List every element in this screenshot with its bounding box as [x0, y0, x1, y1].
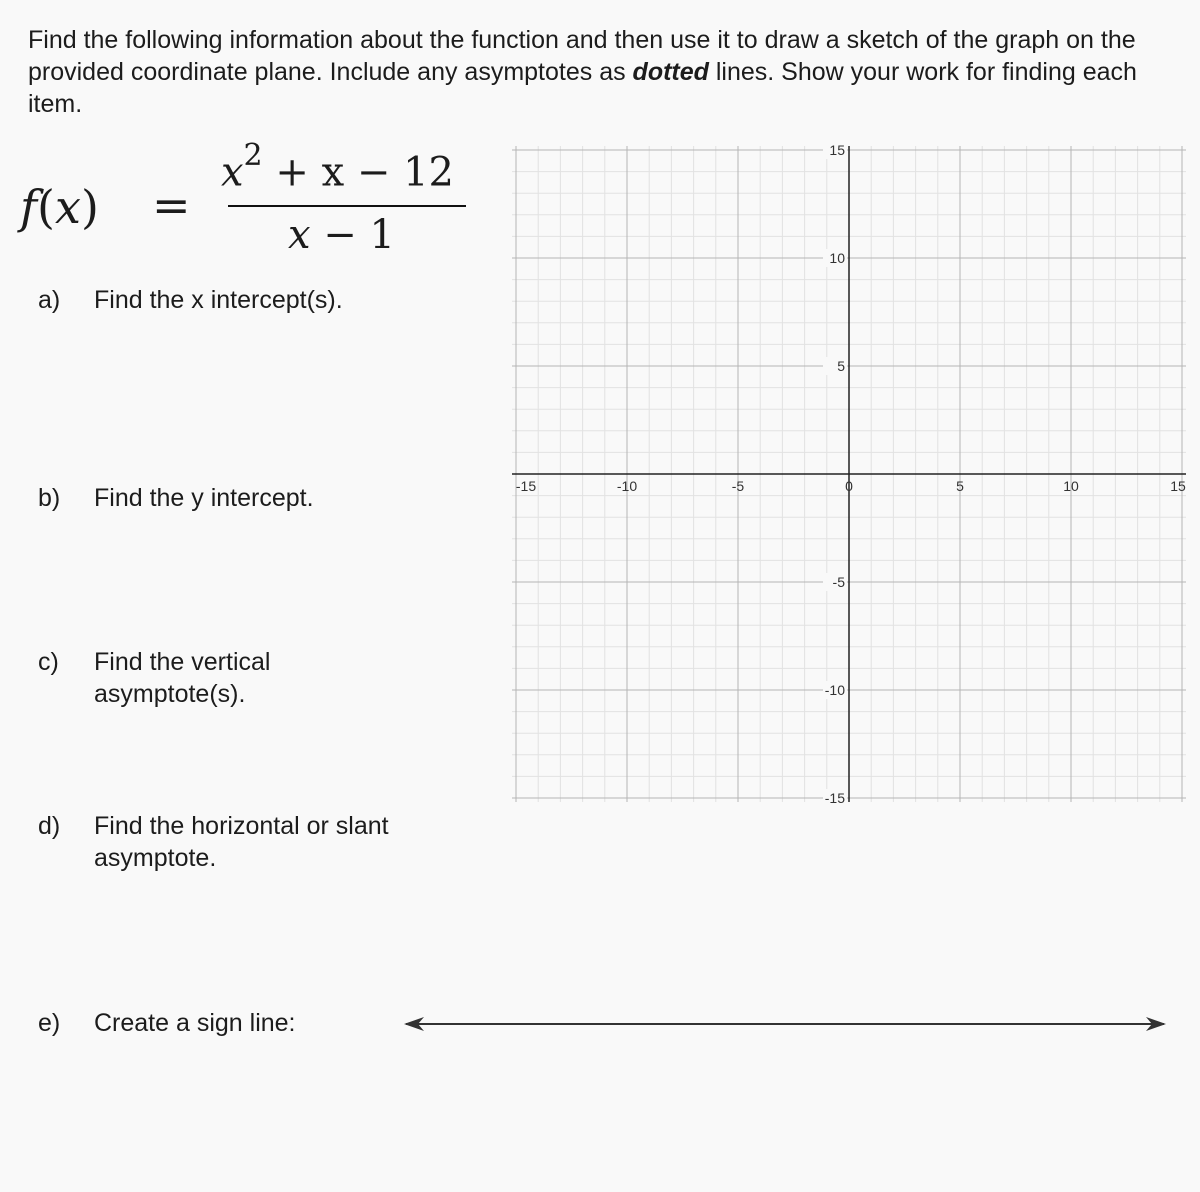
question-d: d) Find the horizontal or slant asymptote. [38, 812, 389, 872]
fraction-bar [228, 205, 466, 207]
instructions: Find the following information about the function and then use it to draw a sketch of the graph on the provided coordinate plane. Include any asymptotes as dotted lines. Show your work for finding each item. [28, 26, 1137, 118]
y-tick-label: 5 [837, 358, 845, 374]
question-a: a) Find the x intercept(s). [38, 286, 343, 314]
x-tick-label: 15 [1170, 478, 1186, 494]
question-e: e) Create a sign line: [38, 1009, 296, 1037]
y-tick-label: 15 [829, 142, 845, 158]
denominator: x − 1 [288, 212, 395, 258]
y-tick-label: 10 [829, 250, 845, 266]
x-tick-label: -15 [515, 478, 537, 494]
coordinate-plane[interactable] [512, 138, 1188, 810]
x-tick-label: 5 [956, 478, 964, 494]
x-tick-label: 0 [845, 478, 853, 494]
question-b: b) Find the y intercept. [38, 484, 314, 512]
question-c: c) Find the vertical asymptote(s). [38, 648, 271, 708]
y-tick-label: -5 [832, 574, 845, 590]
dotted-emphasis: dotted [632, 58, 709, 86]
function-name: f(x) [20, 180, 99, 234]
x-tick-label: -10 [616, 478, 638, 494]
x-tick-label: 10 [1063, 478, 1079, 494]
x-tick-label: -5 [731, 478, 745, 494]
sign-line[interactable] [400, 1012, 1170, 1036]
y-tick-label: -10 [824, 682, 845, 698]
numerator: $x^2 + x - 12$ [220, 138, 454, 196]
function-formula: f(x) = $x^2 + x - 12$ x − 1 [20, 140, 460, 270]
y-tick-label: -15 [824, 790, 845, 806]
